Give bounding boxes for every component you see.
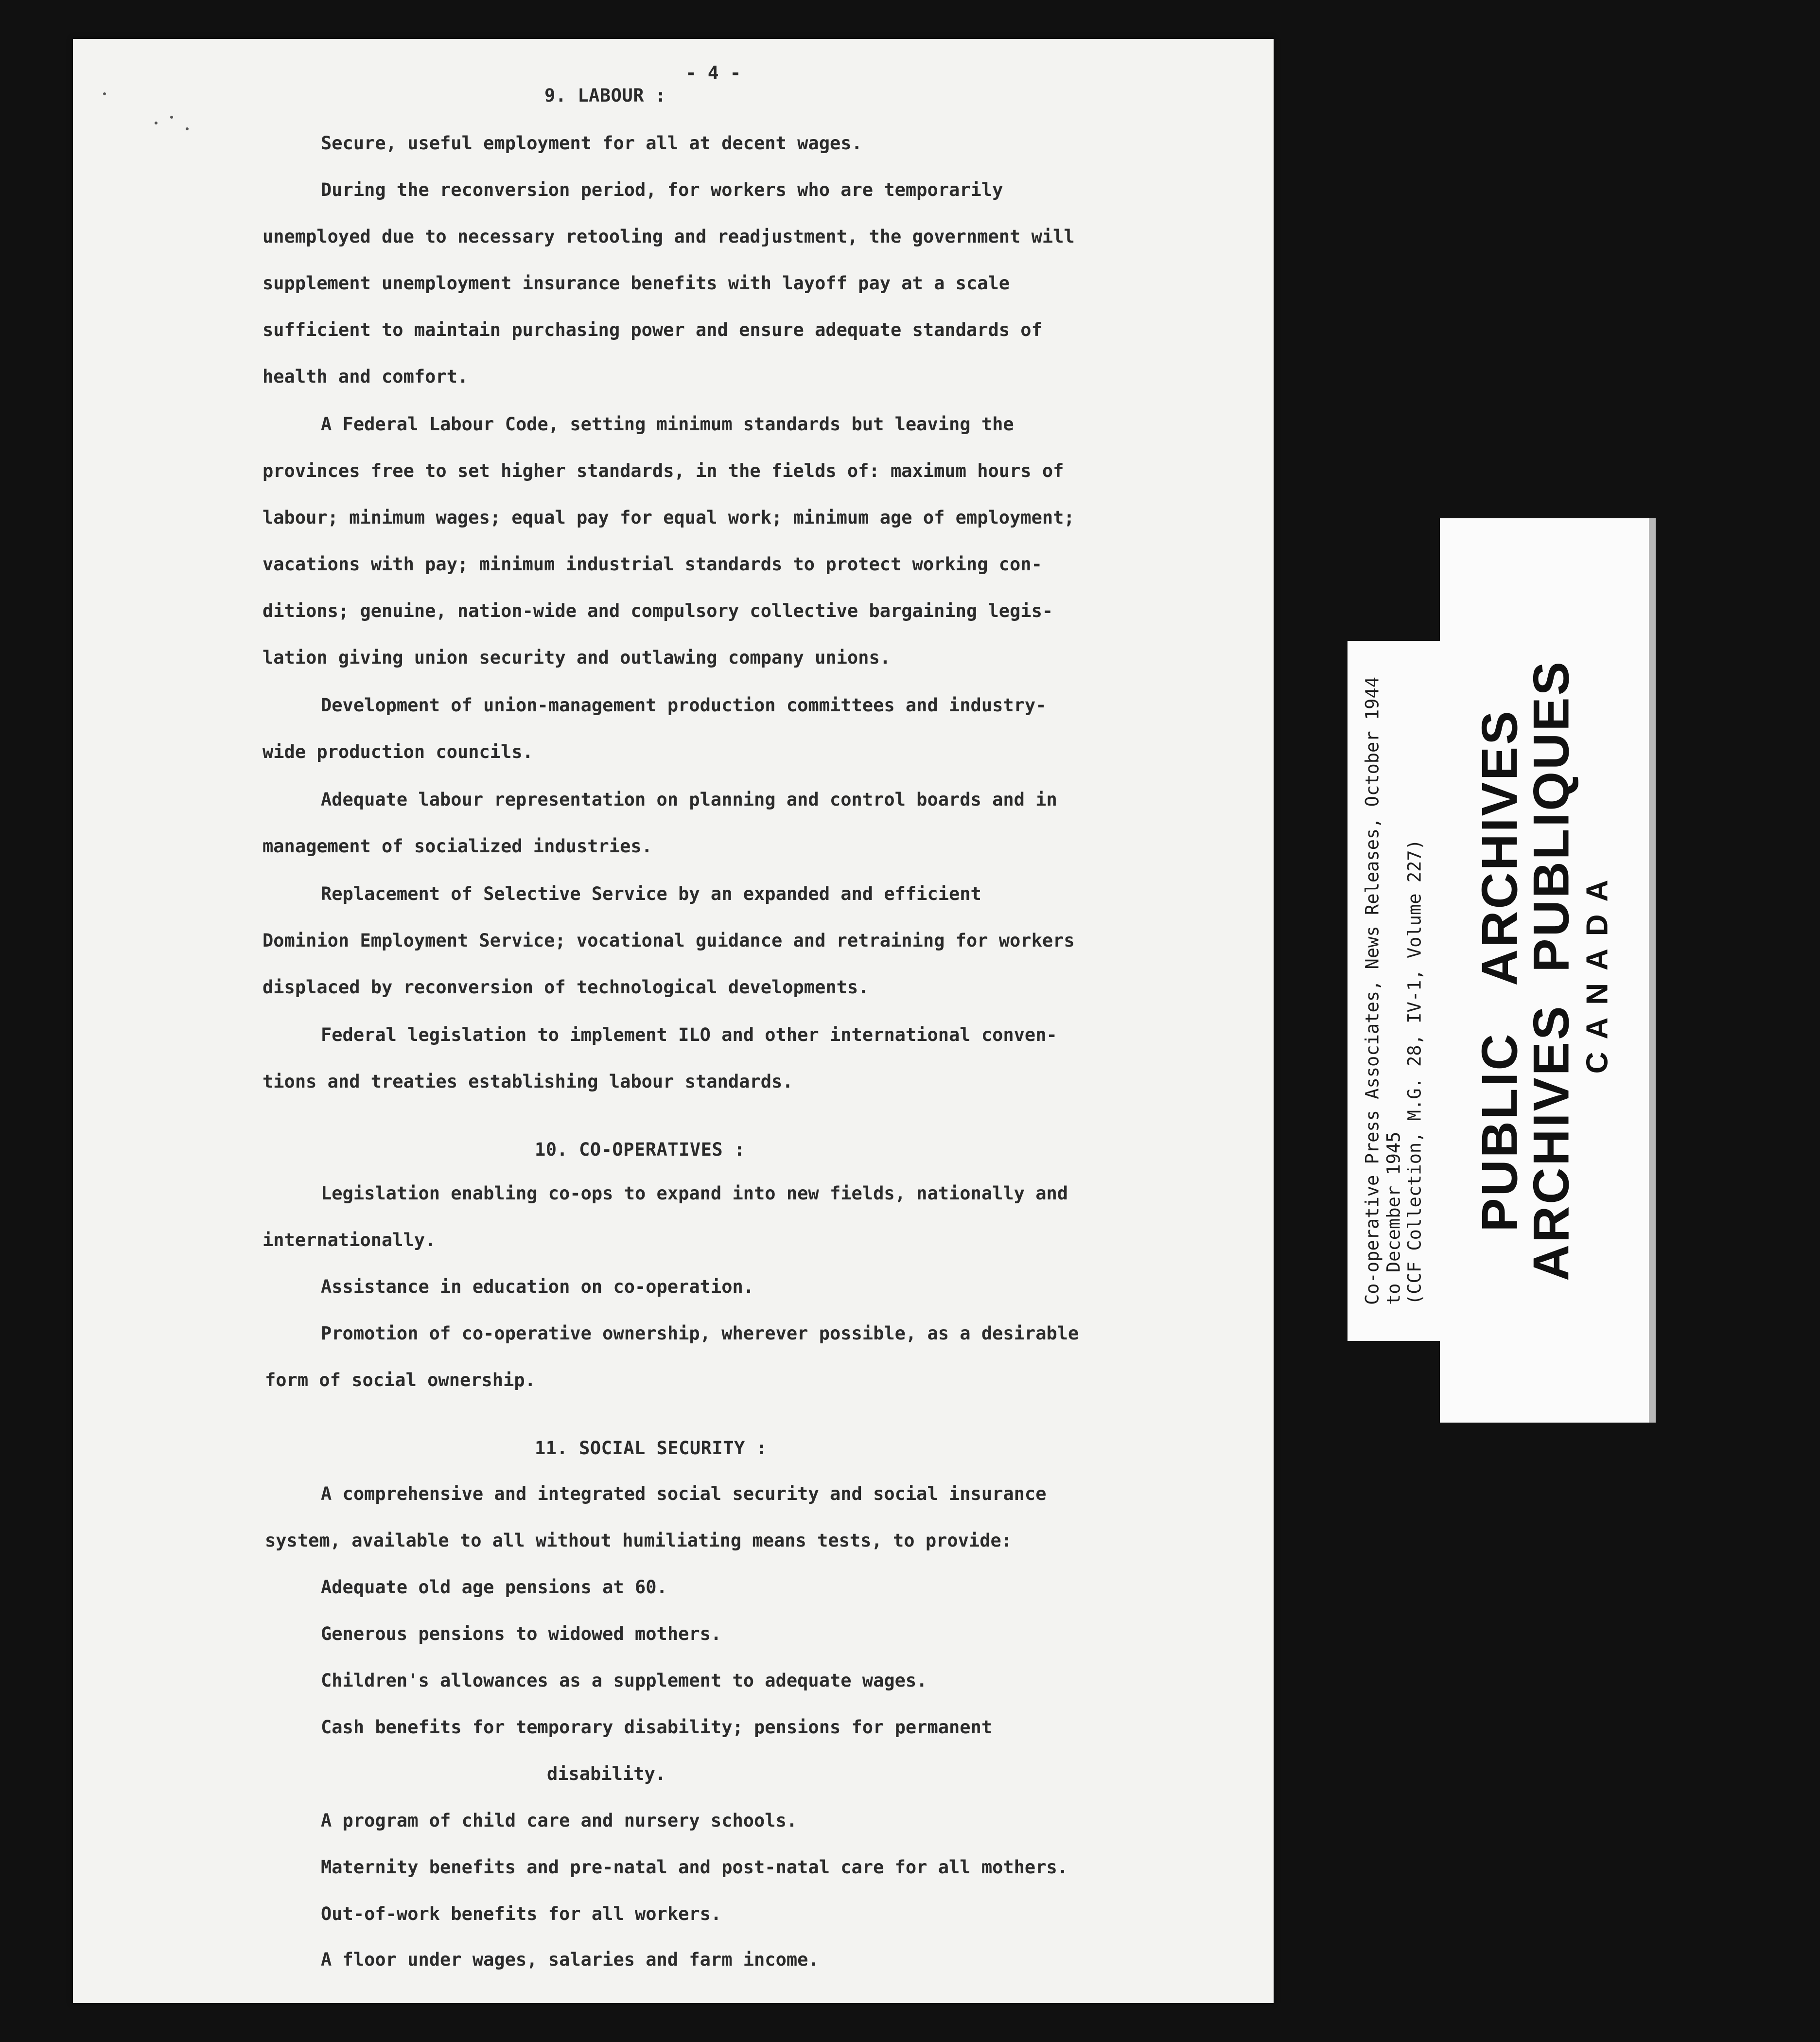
text-line: disability.: [547, 1763, 666, 1784]
collection-label-line: (CCF Collection, M.G. 28, IV-1, Volume 227): [1404, 839, 1425, 1305]
text-line: Legislation enabling co-ops to expand into new fields, nationally and: [321, 1183, 1068, 1204]
text-line: A program of child care and nursery schools.: [321, 1810, 798, 1831]
text-line: Cash benefits for temporary disability; pensions for permanent: [321, 1717, 993, 1738]
text-line: Replacement of Selective Service by an expanded and efficient: [321, 883, 981, 904]
paper-speck: [103, 92, 106, 95]
text-line: management of socialized industries.: [262, 836, 652, 857]
section-heading: 9. LABOUR :: [544, 85, 666, 106]
text-line: wide production councils.: [262, 741, 533, 762]
text-line: Secure, useful employment for all at decent wages.: [321, 133, 862, 154]
text-line: supplement unemployment insurance benefits with layoff pay at a scale: [262, 273, 1010, 294]
archives-line-french: ARCHIVES PUBLIQUES: [1523, 660, 1580, 1281]
text-line: ditions; genuine, nation-wide and compulsory collective bargaining legis-: [262, 600, 1053, 621]
document-page: [73, 39, 1274, 2003]
text-line: labour; minimum wages; equal pay for equal work; minimum age of employment;: [262, 507, 1075, 528]
text-line: vacations with pay; minimum industrial standards to protect working con-: [262, 554, 1042, 575]
text-line: tions and treaties establishing labour standards.: [262, 1071, 793, 1092]
text-line: Adequate old age pensions at 60.: [321, 1577, 667, 1598]
text-line: Generous pensions to widowed mothers.: [321, 1623, 722, 1644]
text-line: A floor under wages, salaries and farm income.: [321, 1949, 819, 1970]
text-line: internationally.: [262, 1230, 436, 1250]
text-line: provinces free to set higher standards, in the fields of: maximum hours of: [262, 460, 1064, 481]
page-number: - 4 -: [685, 62, 741, 84]
collection-label-line: Co-operative Press Associates, News Releases, October 1944: [1362, 676, 1383, 1305]
text-line: system, available to all without humiliating means tests, to provide:: [265, 1530, 1013, 1551]
collection-label-line: to December 1945: [1383, 1131, 1404, 1305]
text-line: Federal legislation to implement ILO and other international conven-: [321, 1024, 1057, 1045]
text-line: Promotion of co-operative ownership, wherever possible, as a desirable: [321, 1323, 1079, 1344]
text-line: During the reconversion period, for workers who are temporarily: [321, 179, 1003, 200]
text-line: displaced by reconversion of technological developments.: [262, 977, 869, 998]
text-line: Adequate labour representation on planning and control boards and in: [321, 789, 1057, 810]
text-line: sufficient to maintain purchasing power and ensure adequate standards of: [262, 319, 1042, 340]
text-line: Dominion Employment Service; vocational guidance and retraining for workers: [262, 930, 1075, 951]
text-line: Assistance in education on co-operation.: [321, 1276, 754, 1297]
collection-label-text: [1362, 677, 1426, 1305]
archives-stamp-text: [1471, 660, 1614, 1281]
paper-speck: [170, 116, 173, 119]
text-line: form of social ownership.: [265, 1370, 536, 1391]
text-line: Development of union-management production committees and industry-: [321, 695, 1047, 716]
archives-line-english: PUBLIC ARCHIVES: [1471, 709, 1528, 1232]
paper-speck: [155, 122, 158, 124]
text-line: Children's allowances as a supplement to adequate wages.: [321, 1670, 928, 1691]
archives-country: CANADA: [1580, 867, 1614, 1074]
text-line: Maternity benefits and pre-natal and post-natal care for all mothers.: [321, 1857, 1068, 1878]
text-line: A comprehensive and integrated social security and social insurance: [321, 1483, 1047, 1504]
archives-stamp-label: [1440, 518, 1656, 1423]
text-line: Out-of-work benefits for all workers.: [321, 1903, 722, 1924]
collection-label: [1348, 641, 1440, 1341]
paper-speck: [186, 127, 189, 130]
section-heading: 11. SOCIAL SECURITY :: [535, 1438, 768, 1459]
section-heading: 10. CO-OPERATIVES :: [535, 1139, 745, 1160]
text-line: unemployed due to necessary retooling and readjustment, the government will: [262, 226, 1075, 247]
text-line: health and comfort.: [262, 366, 469, 387]
text-line: lation giving union security and outlawing company unions.: [262, 647, 891, 668]
text-line: A Federal Labour Code, setting minimum standards but leaving the: [321, 414, 1014, 435]
